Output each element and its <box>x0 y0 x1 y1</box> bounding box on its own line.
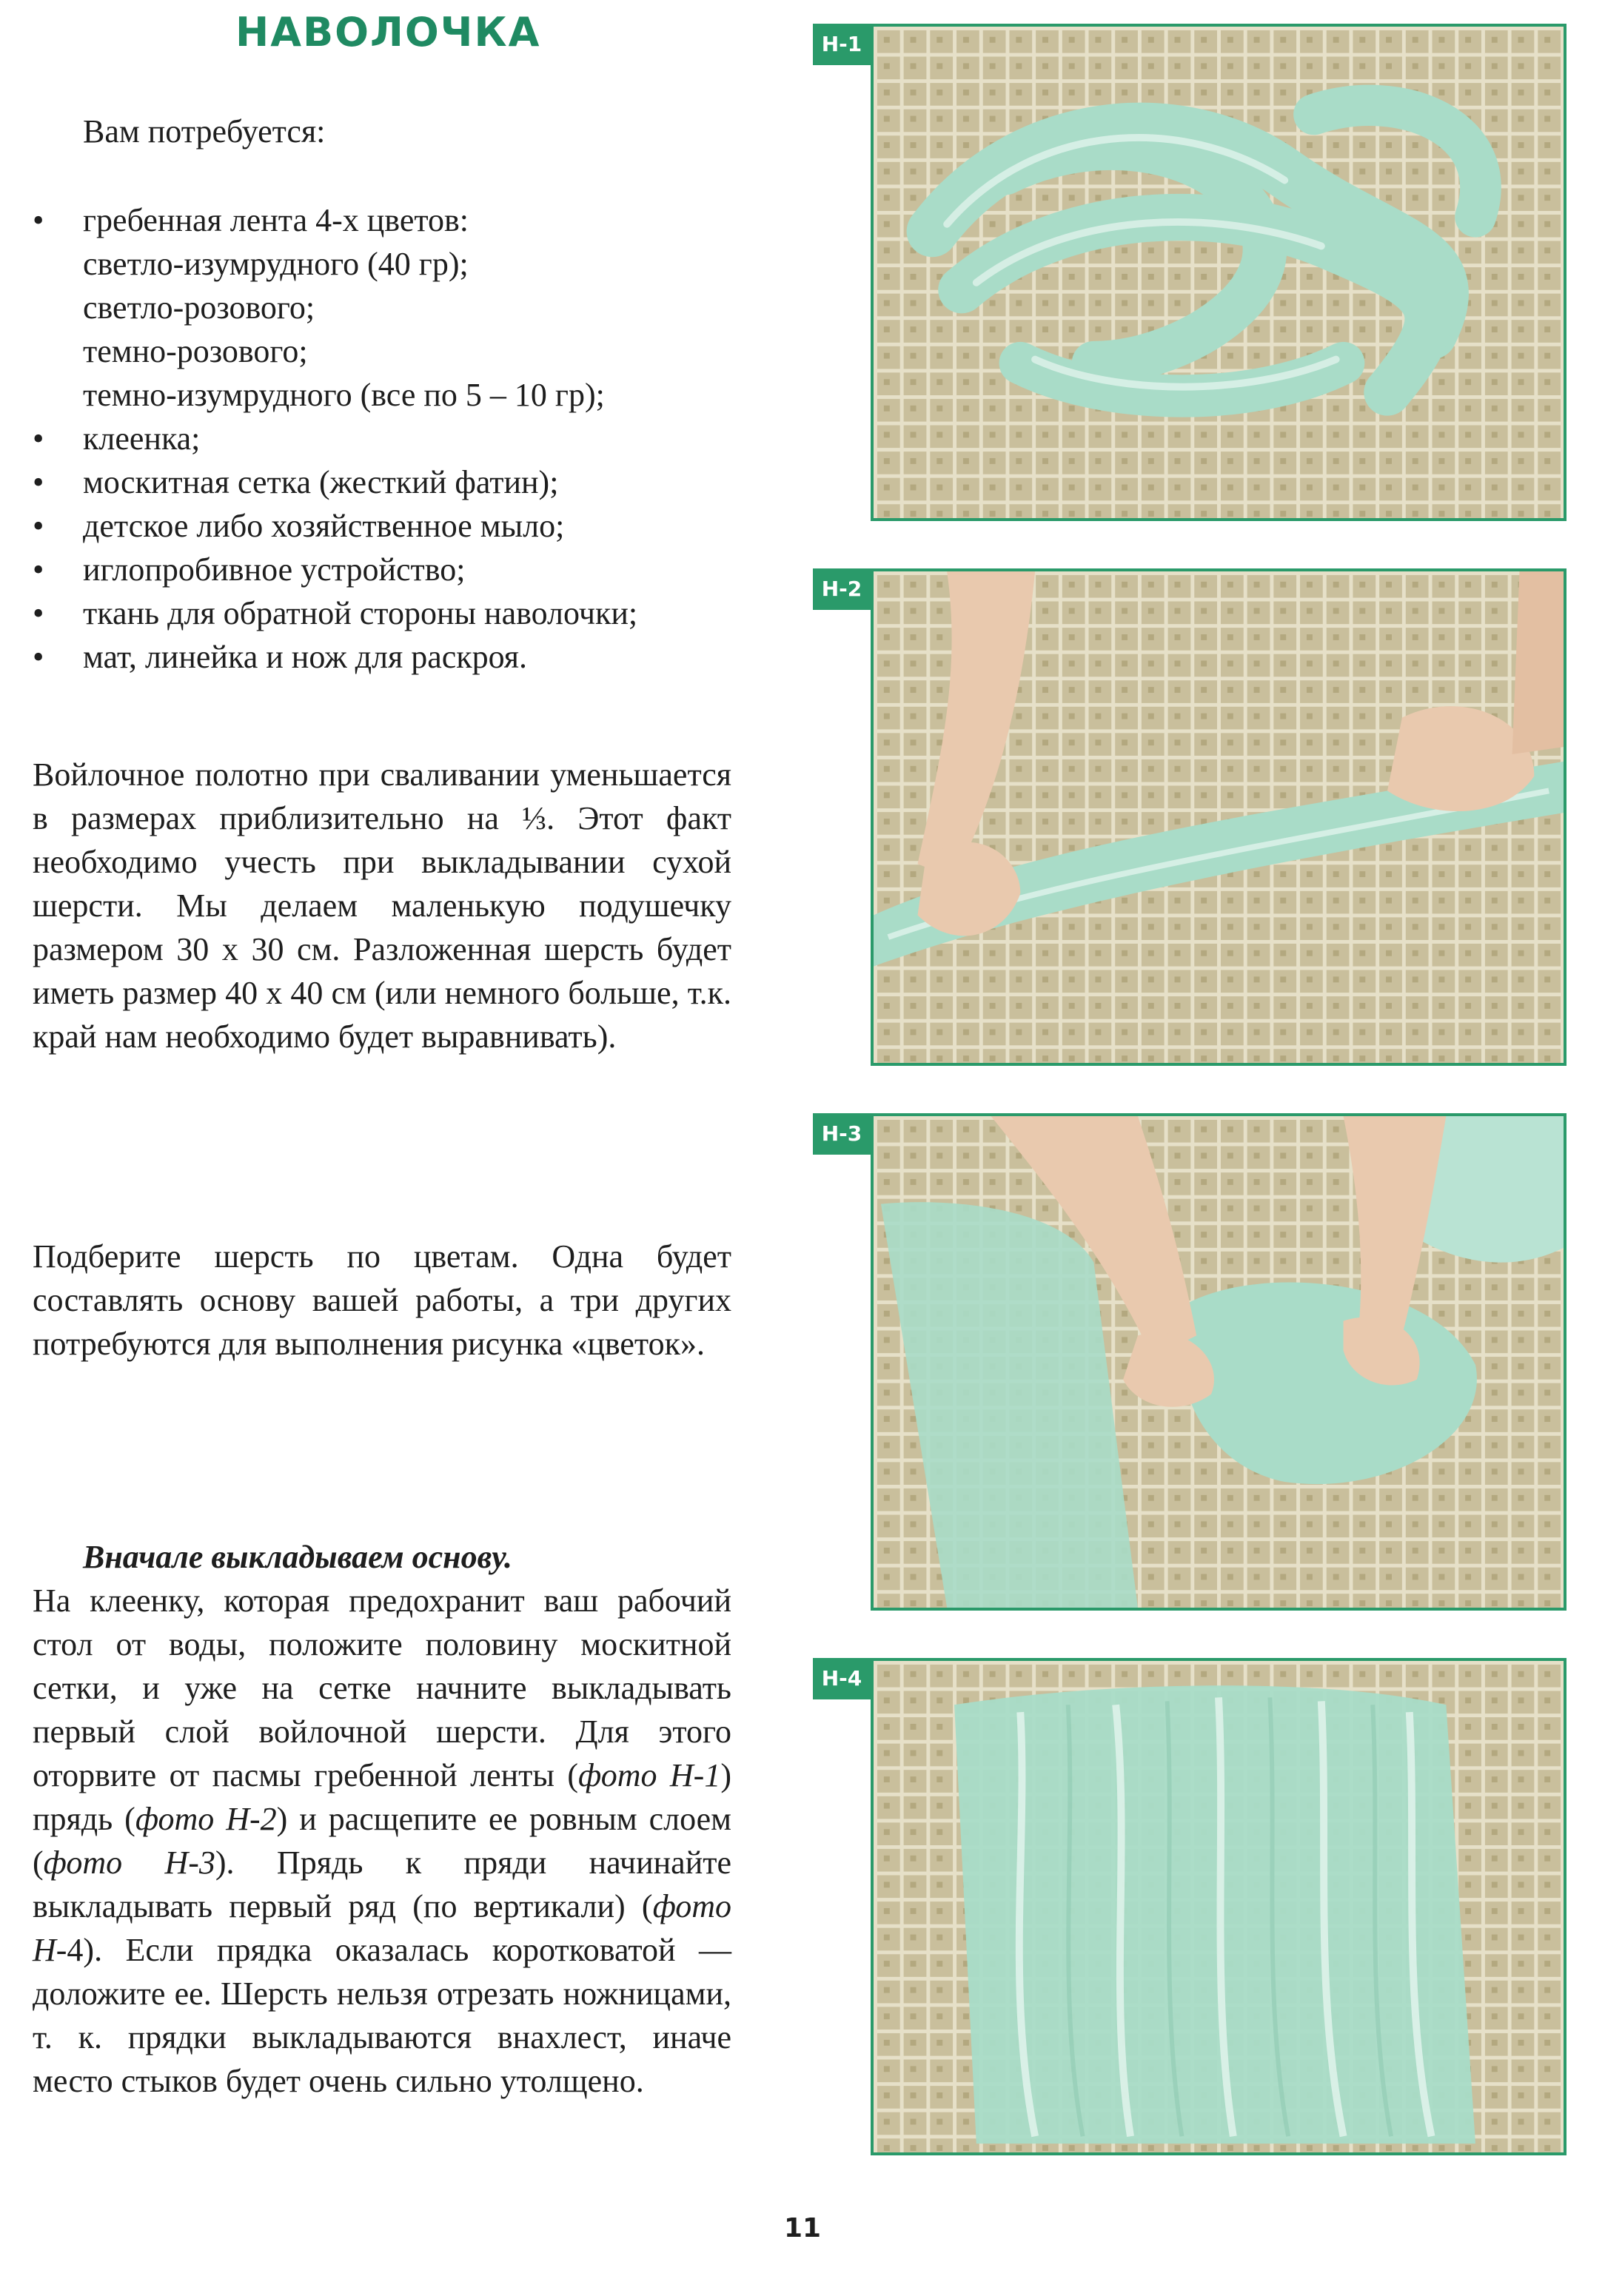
bullet: • <box>33 551 44 588</box>
photo-tag-h4: Н-4 <box>813 1658 871 1699</box>
text-run: ). Прядь к пряди начинайте выкладывать первый ряд (по вертикали) ( <box>33 1844 731 1924</box>
photo-strand <box>871 568 1567 1066</box>
photo-tag-h3: Н-3 <box>813 1113 871 1155</box>
photo-ref: фото Н-3 <box>43 1844 215 1881</box>
photo-splitting <box>871 1113 1567 1611</box>
bullet: • <box>33 420 44 457</box>
list-subitem: темно-изумрудного (все по 5 – 10 гр); <box>83 377 605 413</box>
bullet: • <box>33 639 44 675</box>
hands-pulling-strand-image <box>874 571 1564 1063</box>
bullet: • <box>33 595 44 631</box>
list-item-text: гребенная лента 4-х цветов: <box>83 202 469 238</box>
text-run: -4). Если прядка оказалась коротковатой — доложите ее. Шерсть нельзя отрезать ножницами, т. к. прядки выкладываются внахлест, иначе место стыков будет очень сильно утолщено. <box>33 1932 731 2099</box>
text-run: ) прядь ( <box>33 1757 731 1837</box>
text-run: На клеенку, которая предохранит ваш рабочий стол от воды, положите половину москитной сетки, и уже на сетке начните выкладывать первый слой войлочной шерсти. Для этого оторвите от пасмы гребенной ленты ( <box>33 1582 731 1793</box>
materials-list <box>0 198 755 679</box>
photo-ref: фото Н-2 <box>135 1801 277 1837</box>
photo-ref: фото Н <box>33 1888 731 1968</box>
page-number: 11 <box>783 2213 822 2243</box>
list-item <box>0 635 755 679</box>
hands-splitting-wool-image <box>874 1116 1564 1608</box>
shrinkage-paragraph: Войлочное полотно при сваливании уменьшается в размерах приблизительно на ⅓. Этот факт необходимо учесть при выкладывании сухой шерсти. Мы делаем маленькую подушечку размером 30 х 30 см. Разложенная шерсть будет иметь размер 40 х 40 см (или немного больше, т.к. край нам необходимо будет выравнивать). <box>33 756 731 1055</box>
list-item-text: ткань для обратной стороны наволочки; <box>83 595 638 631</box>
instructions-paragraph <box>33 1535 731 2103</box>
list-item-text: детское либо хозяйственное мыло; <box>83 508 565 544</box>
list-item <box>0 548 755 591</box>
list-item-text: клеенка; <box>83 420 201 457</box>
list-subitem: светло-изумрудного (40 гр); <box>83 246 469 282</box>
bullet: • <box>33 202 44 238</box>
list-item-text: мат, линейка и нож для раскроя. <box>83 639 528 675</box>
skein-of-wool-image <box>874 27 1564 518</box>
photo-ref: фото Н-1 <box>578 1757 721 1793</box>
photo-tag-h2: Н-2 <box>813 568 871 610</box>
list-item <box>0 504 755 548</box>
photo-skein <box>871 24 1567 521</box>
photo-laid <box>871 1658 1567 2155</box>
text-run: ) и расщепите ее ровным слоем ( <box>33 1801 731 1881</box>
photo-tag-h1: Н-1 <box>813 24 871 65</box>
list-item <box>0 460 755 504</box>
list-item <box>0 417 755 460</box>
list-item-text: москитная сетка (жесткий фатин); <box>83 464 559 500</box>
color-selection-paragraph: Подберите шерсть по цветам. Одна будет составлять основу вашей работы, а три других потребуются для выполнения рисунка «цветок». <box>33 1238 731 1362</box>
bullet: • <box>33 464 44 500</box>
page-title: НАВОЛОЧКА <box>235 9 541 56</box>
list-subitem: светло-розового; <box>83 289 315 326</box>
list-subitem: темно-розового; <box>83 333 308 369</box>
instructions-lead: Вначале выкладываем основу. <box>83 1539 513 1575</box>
list-item <box>0 591 755 635</box>
list-item-text: иглопробивное устройство; <box>83 551 466 588</box>
wool-laid-vertically-image <box>874 1661 1564 2152</box>
materials-intro: Вам потребуется: <box>83 113 326 150</box>
bullet: • <box>33 508 44 544</box>
list-item <box>0 198 755 417</box>
